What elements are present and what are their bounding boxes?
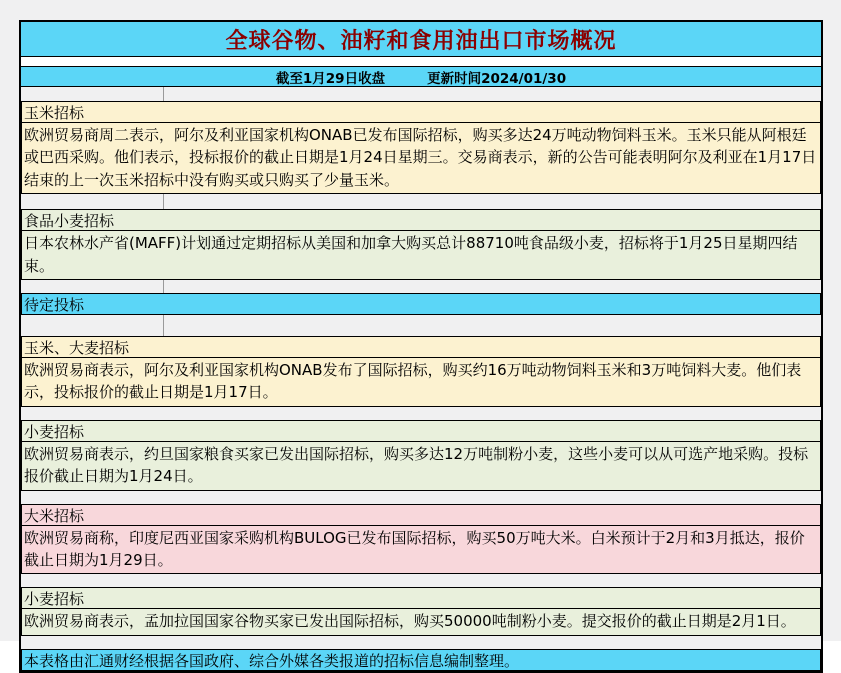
gap-row [21,407,821,420]
pending-tenders-banner: 待定投标 [21,293,821,315]
market-overview-table [19,20,823,673]
gap-row [21,87,821,101]
section-header-food-wheat-tender: 食品小麦招标 [21,209,821,231]
section-body-rice-tender: 欧洲贸易商称，印度尼西亚国家采购机构BULOG已发布国际招标，购买50万吨大米。白米预计于2月和3月抵达，报价截止日期为1月29日。 [21,525,821,575]
column-gridline [163,315,164,336]
column-gridline [163,280,164,293]
update-time-text: 更新时间2024/01/30 [427,70,567,87]
section-header-corn-tender: 玉米招标 [21,101,821,123]
footer-note: 本表格由汇通财经根据各国政府、综合外媒各类报道的招标信息编制整理。 [21,649,821,671]
gap-row [21,636,821,649]
gap-row [21,574,821,587]
section-header-wheat-tender-bangladesh: 小麦招标 [21,587,821,609]
as-of-date-text: 截至1月29日收盘 [275,70,386,87]
section-body-corn-tender: 欧洲贸易商周二表示，阿尔及利亚国家机构ONAB已发布国际招标，购买多达24万吨动物饲料玉米。玉米只能从阿根廷或巴西采购。他们表示，投标报价的截止日期是1月24日星期三。交易商表示，新的公告可能表明阿尔及利亚在1月17日结束的上一次玉米招标中没有购买或只购买了少量玉米。 [21,122,821,194]
gap-row [21,280,821,293]
section-body-food-wheat-tender: 日本农林水产省(MAFF)计划通过定期招标从美国和加拿大购买总计88710吨食品级小麦，招标将于1月25日星期四结束。 [21,230,821,280]
gap-row [21,315,821,336]
column-gridline [163,87,164,101]
column-gridline [163,194,164,209]
title-bar [21,22,821,57]
page-title: 全球谷物、油籽和食用油出口市场概况 [225,27,617,54]
section-body-corn-barley-tender: 欧洲贸易商表示，阿尔及利亚国家机构ONAB发布了国际招标，购买约16万吨动物饲料玉米和3万吨饲料大麦。他们表示，投标报价的截止日期是1月17日。 [21,357,821,407]
gap-row [21,491,821,504]
section-header-rice-tender: 大米招标 [21,504,821,526]
section-header-corn-barley-tender: 玉米、大麦招标 [21,336,821,358]
spacer-row [21,57,821,66]
section-body-wheat-tender-jordan: 欧洲贸易商表示，约旦国家粮食买家已发出国际招标，购买多达12万吨制粉小麦，这些小麦可以从可选产地采购。投标报价截止日期为1月24日。 [21,441,821,491]
section-body-wheat-tender-bangladesh: 欧洲贸易商表示，孟加拉国国家谷物买家已发出国际招标，购买50000吨制粉小麦。提交报价的截止日期是2月1日。 [21,608,821,635]
gap-row [21,194,821,209]
subtitle-bar [21,66,821,87]
section-header-wheat-tender-jordan: 小麦招标 [21,420,821,442]
